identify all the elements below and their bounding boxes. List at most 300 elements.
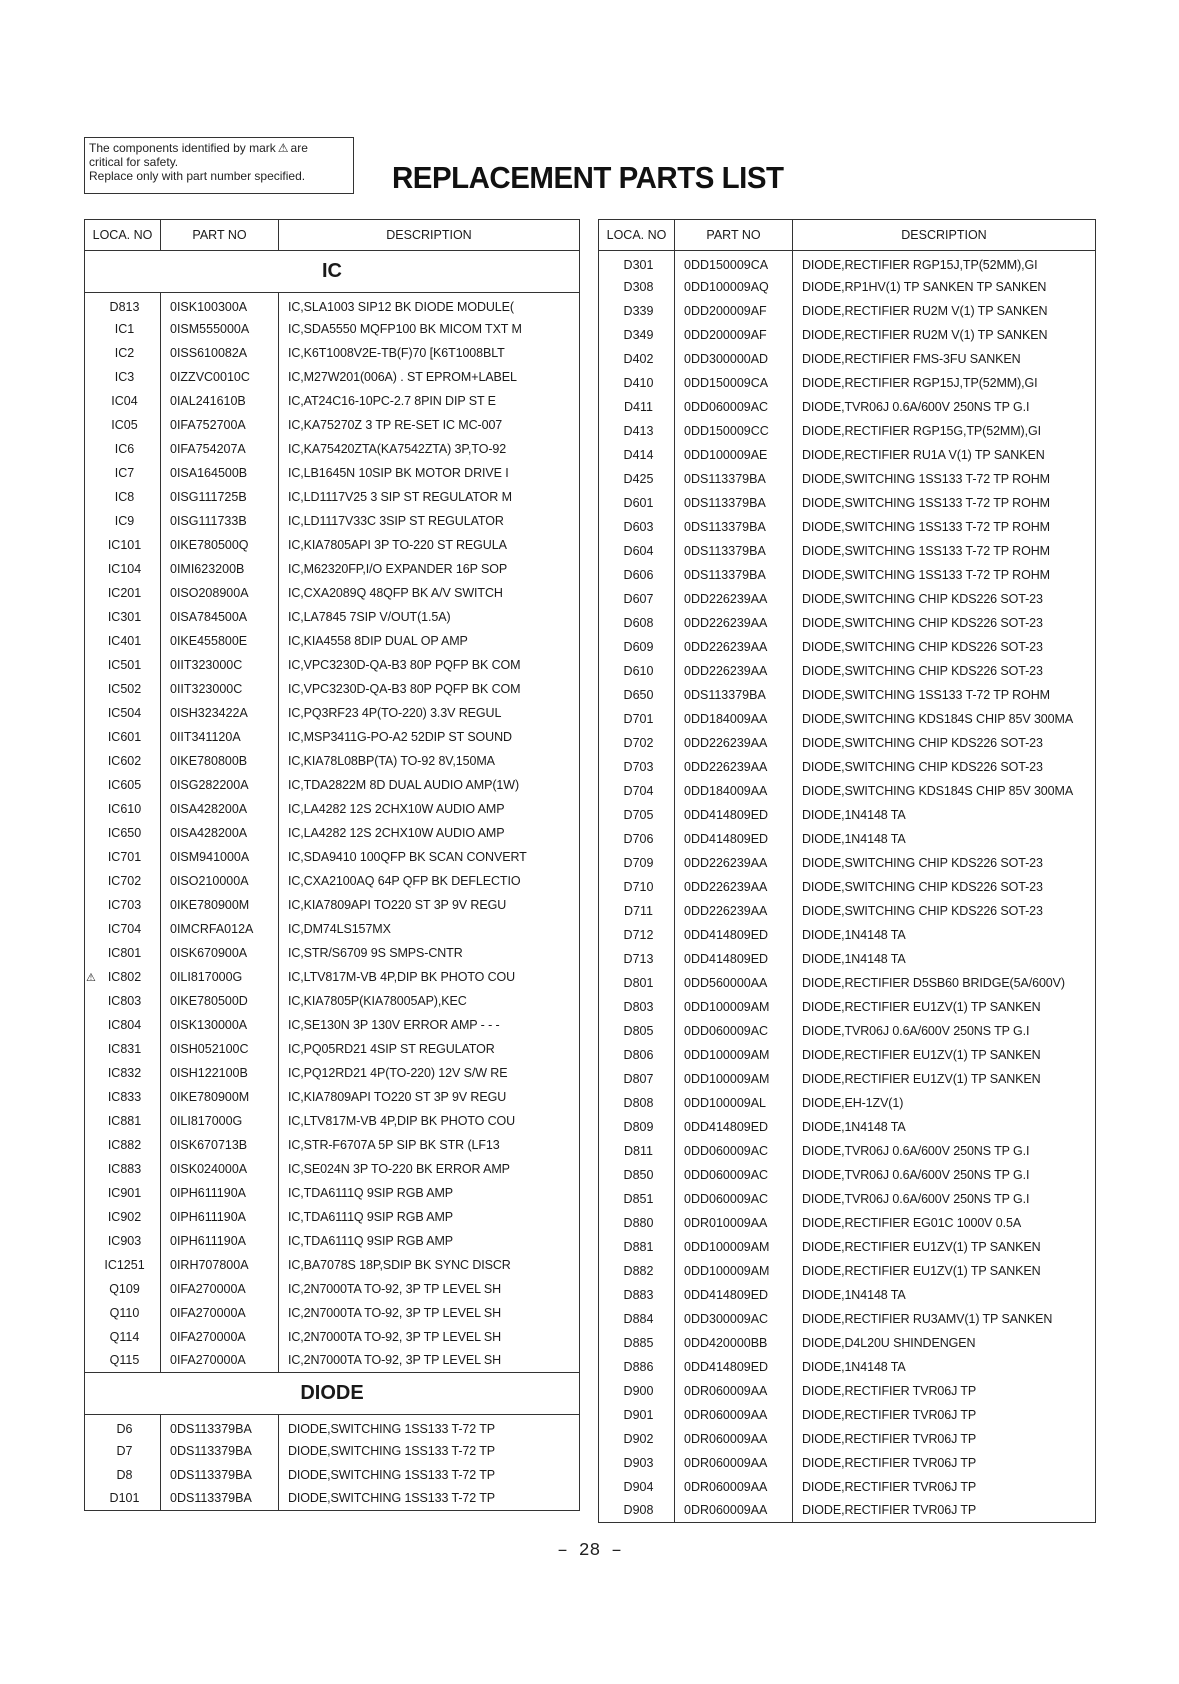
description-cell — [793, 251, 1096, 275]
table-row — [599, 1019, 1096, 1043]
description-cell — [793, 731, 1096, 755]
loca-no-cell-text: D880 — [623, 1215, 654, 1230]
description-cell — [279, 869, 580, 893]
description-cell — [793, 1187, 1096, 1211]
description-cell — [279, 1085, 580, 1109]
table-row — [599, 947, 1096, 971]
table-row — [85, 1061, 580, 1085]
table-row — [599, 971, 1096, 995]
table-row — [85, 413, 580, 437]
part-no-cell-text: 0DD414809ED — [684, 1359, 769, 1374]
table-row — [599, 1043, 1096, 1067]
loca-no-cell-text: IC502 — [107, 681, 142, 696]
description-cell — [793, 659, 1096, 683]
description-cell — [793, 995, 1096, 1019]
part-no-cell-text: 0DD060009AC — [684, 1167, 769, 1182]
part-no-cell — [161, 701, 279, 725]
description-cell-text: DIODE,RECTIFIER TVR06J TP — [802, 1455, 977, 1470]
description-cell-text: DIODE,SWITCHING CHIP KDS226 SOT-23 — [802, 663, 1043, 678]
description-cell — [793, 1307, 1096, 1331]
loca-no-cell-text: IC201 — [107, 585, 142, 600]
description-cell — [793, 755, 1096, 779]
description-cell-text: DIODE,SWITCHING CHIP KDS226 SOT-23 — [802, 903, 1043, 918]
part-no-cell — [161, 1349, 279, 1373]
loca-no-cell-text: D886 — [623, 1359, 654, 1374]
description-cell — [279, 1037, 580, 1061]
loca-no-cell-text: IC1 — [114, 321, 135, 336]
part-no-cell-text: 0DD100009AM — [684, 1239, 770, 1254]
loca-no-cell-text: D884 — [623, 1311, 654, 1326]
table-row — [599, 1115, 1096, 1139]
part-no-cell-text: 0ISH323422A — [170, 705, 248, 720]
description-cell-text: DIODE,SWITCHING 1SS133 T-72 TP — [288, 1421, 496, 1436]
table-row — [85, 605, 580, 629]
table-row — [85, 917, 580, 941]
part-no-cell-text: 0DD150009CC — [684, 423, 769, 438]
loca-no-cell-text: D7 — [116, 1443, 133, 1458]
part-no-cell — [675, 659, 793, 683]
loca-no-cell-text: D603 — [623, 519, 654, 534]
part-no-cell-text: 0DD414809ED — [684, 831, 769, 846]
part-no-cell — [675, 1235, 793, 1259]
table-row — [599, 683, 1096, 707]
part-no-cell — [675, 1427, 793, 1451]
loca-no-cell — [599, 467, 675, 491]
table-row — [85, 389, 580, 413]
table-row — [85, 365, 580, 389]
table-row — [599, 1211, 1096, 1235]
description-cell — [793, 635, 1096, 659]
part-no-cell-text: 0DD100009AQ — [684, 279, 769, 294]
description-cell-text: DIODE,1N4148 TA — [802, 831, 906, 846]
loca-no-cell — [599, 1259, 675, 1283]
description-cell — [279, 485, 580, 509]
loca-no-cell — [85, 773, 161, 797]
description-cell-text: DIODE,RECTIFIER EU1ZV(1) TP SANKEN — [802, 1239, 1041, 1254]
part-no-cell — [161, 869, 279, 893]
part-no-cell-text: 0DD226239AA — [684, 879, 768, 894]
loca-no-cell-text: IC703 — [107, 897, 142, 912]
part-no-cell-text: 0IKE780800B — [170, 753, 248, 768]
description-cell-text: DIODE,SWITCHING CHIP KDS226 SOT-23 — [802, 639, 1043, 654]
description-cell-text: IC,LA7845 7SIP V/OUT(1.5A) — [288, 609, 451, 624]
parts-table-right — [598, 219, 1096, 1523]
loca-no-cell — [599, 1283, 675, 1307]
loca-no-cell-text: D402 — [623, 351, 654, 366]
part-no-cell-text: 0DD060009AC — [684, 399, 769, 414]
description-cell — [279, 749, 580, 773]
description-cell — [279, 845, 580, 869]
description-cell — [279, 725, 580, 749]
description-cell — [793, 419, 1096, 443]
loca-no-cell — [85, 413, 161, 437]
part-no-cell-text: 0DD100009AM — [684, 1047, 770, 1062]
part-no-cell-text: 0IZZVC0010C — [170, 369, 250, 384]
description-cell-text: DIODE,RECTIFIER TVR06J TP — [802, 1503, 977, 1518]
table-row — [599, 467, 1096, 491]
table-row — [85, 677, 580, 701]
loca-no-cell-text: D704 — [623, 783, 654, 798]
part-no-cell-text: 0DS113379BA — [170, 1421, 252, 1436]
table-row — [599, 299, 1096, 323]
table-row — [85, 1487, 580, 1511]
part-no-cell-text: 0DD184009AA — [684, 711, 768, 726]
loca-no-cell — [599, 659, 675, 683]
description-cell-text: IC,LB1645N 10SIP BK MOTOR DRIVE I — [288, 465, 509, 480]
description-cell — [279, 677, 580, 701]
loca-no-cell — [599, 1091, 675, 1115]
table-row — [599, 995, 1096, 1019]
part-no-cell — [675, 275, 793, 299]
part-no-cell-text: 0IKE780900M — [170, 1089, 250, 1104]
table-row — [599, 731, 1096, 755]
loca-no-cell-text: D903 — [623, 1455, 654, 1470]
loca-no-cell-text: IC804 — [107, 1017, 142, 1032]
description-cell — [279, 1325, 580, 1349]
loca-no-cell-text: D413 — [623, 423, 654, 438]
column-header-loca-no: LOCA. NO — [599, 220, 675, 251]
column-header-loca-no: LOCA. NO — [85, 220, 161, 251]
description-cell — [279, 509, 580, 533]
loca-no-cell — [599, 803, 675, 827]
part-no-cell-text: 0DD226239AA — [684, 591, 768, 606]
loca-no-cell — [85, 869, 161, 893]
loca-no-cell-text: D803 — [623, 999, 654, 1014]
part-no-cell — [675, 539, 793, 563]
part-no-cell-text: 0ISK024000A — [170, 1161, 248, 1176]
part-no-cell — [675, 851, 793, 875]
loca-no-cell — [85, 1325, 161, 1349]
part-no-cell-text: 0DD226239AA — [684, 903, 768, 918]
part-no-cell — [675, 347, 793, 371]
table-row — [599, 587, 1096, 611]
part-no-cell — [675, 1331, 793, 1355]
table-row — [85, 461, 580, 485]
description-cell — [279, 797, 580, 821]
part-no-cell — [161, 941, 279, 965]
table-row — [85, 1325, 580, 1349]
description-cell-text: DIODE,RECTIFIER RU2M V(1) TP SANKEN — [802, 303, 1048, 318]
loca-no-cell — [85, 1157, 161, 1181]
part-no-cell-text: 0ISA784500A — [170, 609, 248, 624]
loca-no-cell-text: D885 — [623, 1335, 654, 1350]
description-cell — [279, 461, 580, 485]
table-row — [599, 1139, 1096, 1163]
description-cell-text: DIODE,SWITCHING KDS184S CHIP 85V 300MA — [802, 711, 1074, 726]
part-no-cell-text: 0IKE455800E — [170, 633, 248, 648]
loca-no-cell — [85, 461, 161, 485]
part-no-cell — [161, 1487, 279, 1511]
table-row — [85, 1013, 580, 1037]
loca-no-cell — [599, 1403, 675, 1427]
table-row — [85, 1037, 580, 1061]
part-no-cell-text: 0DD226239AA — [684, 855, 768, 870]
loca-no-cell — [599, 1019, 675, 1043]
part-no-cell-text: 0IKE780500D — [170, 993, 248, 1008]
part-no-cell-text: 0ISK670900A — [170, 945, 248, 960]
loca-no-cell — [599, 1499, 675, 1523]
part-no-cell — [161, 725, 279, 749]
part-no-cell-text: 0ISO210000A — [170, 873, 249, 888]
loca-no-cell — [599, 539, 675, 563]
part-no-cell — [675, 1475, 793, 1499]
table-row — [85, 1439, 580, 1463]
description-cell-text: IC,2N7000TA TO-92, 3P TP LEVEL SH — [288, 1329, 502, 1344]
table-row — [85, 869, 580, 893]
loca-no-cell — [599, 779, 675, 803]
table-row — [599, 1235, 1096, 1259]
description-cell-text: DIODE,RECTIFIER EU1ZV(1) TP SANKEN — [802, 1263, 1041, 1278]
part-no-cell — [675, 827, 793, 851]
description-cell — [793, 1475, 1096, 1499]
part-no-cell-text: 0DD300009AC — [684, 1311, 769, 1326]
loca-no-cell-text: IC701 — [107, 849, 142, 864]
loca-no-cell — [85, 293, 161, 317]
table-row — [599, 347, 1096, 371]
loca-no-cell-text: D607 — [623, 591, 654, 606]
loca-no-cell-text: D6 — [116, 1421, 133, 1436]
description-cell-text: DIODE,1N4148 TA — [802, 951, 906, 966]
part-no-cell — [675, 635, 793, 659]
part-no-cell-text: 0DS113379BA — [170, 1443, 252, 1458]
part-no-cell-text: 0DS113379BA — [170, 1491, 252, 1506]
loca-no-cell — [85, 509, 161, 533]
loca-no-cell-text: D882 — [623, 1263, 654, 1278]
description-cell-text: DIODE,TVR06J 0.6A/600V 250NS TP G.I — [802, 1191, 1030, 1206]
table-row — [599, 515, 1096, 539]
part-no-cell-text: 0ISS610082A — [170, 345, 248, 360]
loca-no-cell-text: D650 — [623, 687, 654, 702]
part-no-cell — [675, 1499, 793, 1523]
part-no-cell-text: 0IPH611190A — [170, 1209, 246, 1224]
description-cell — [279, 317, 580, 341]
notice-line-1: The components identified by mark — [89, 141, 276, 155]
loca-no-cell-text: IC901 — [107, 1185, 142, 1200]
description-cell — [793, 563, 1096, 587]
part-no-cell — [675, 467, 793, 491]
loca-no-cell-text: D713 — [623, 951, 654, 966]
table-row — [599, 779, 1096, 803]
table-row — [85, 1229, 580, 1253]
part-no-cell-text: 0DD060009AC — [684, 1191, 769, 1206]
loca-no-cell — [599, 323, 675, 347]
notice-line-1-end: are — [290, 141, 308, 155]
part-no-cell — [161, 773, 279, 797]
loca-no-cell-text: IC650 — [107, 825, 142, 840]
part-no-cell — [675, 803, 793, 827]
loca-no-cell — [599, 827, 675, 851]
part-no-cell — [161, 893, 279, 917]
table-row — [599, 899, 1096, 923]
part-no-cell-text: 0ISH052100C — [170, 1041, 249, 1056]
table-row — [599, 1067, 1096, 1091]
part-no-cell — [161, 485, 279, 509]
part-no-cell — [675, 1355, 793, 1379]
part-no-cell — [161, 1463, 279, 1487]
part-no-cell-text: 0IIT323000C — [170, 681, 243, 696]
table-row — [599, 251, 1096, 275]
description-cell-text: DIODE,SWITCHING 1SS133 T-72 TP — [288, 1467, 496, 1482]
table-row — [85, 629, 580, 653]
description-cell — [279, 605, 580, 629]
part-no-cell-text: 0DD226239AA — [684, 759, 768, 774]
safety-notice — [84, 137, 354, 194]
loca-no-cell — [85, 917, 161, 941]
part-no-cell — [161, 749, 279, 773]
description-cell-text: IC,BA7078S 18P,SDIP BK SYNC DISCR — [288, 1257, 511, 1272]
table-row — [599, 1475, 1096, 1499]
part-no-cell — [161, 677, 279, 701]
description-cell-text: IC,PQ3RF23 4P(TO-220) 3.3V REGUL — [288, 705, 502, 720]
table-row — [599, 491, 1096, 515]
part-no-cell-text: 0DR060009AA — [684, 1431, 768, 1446]
loca-no-cell — [85, 893, 161, 917]
description-cell — [279, 1349, 580, 1373]
part-no-cell — [675, 515, 793, 539]
part-no-cell — [675, 1019, 793, 1043]
part-no-cell — [675, 1379, 793, 1403]
loca-no-cell — [599, 1307, 675, 1331]
notice-line-2: critical for safety. — [89, 155, 179, 169]
description-cell-text: IC,PQ12RD21 4P(TO-220) 12V S/W RE — [288, 1065, 508, 1080]
table-row — [599, 539, 1096, 563]
part-no-cell — [161, 1085, 279, 1109]
description-cell — [279, 557, 580, 581]
loca-no-cell-text: IC702 — [107, 873, 142, 888]
loca-no-cell — [85, 1277, 161, 1301]
loca-no-cell — [599, 419, 675, 443]
table-row — [85, 1253, 580, 1277]
description-cell-text: IC,KIA7805P(KIA78005AP),KEC — [288, 993, 467, 1008]
loca-no-cell — [85, 749, 161, 773]
part-no-cell-text: 0ISG282200A — [170, 777, 249, 792]
description-cell — [793, 323, 1096, 347]
loca-no-cell-text: D349 — [623, 327, 654, 342]
loca-no-cell — [85, 797, 161, 821]
description-cell — [279, 1181, 580, 1205]
part-no-cell — [675, 1139, 793, 1163]
loca-no-cell-text: D801 — [623, 975, 654, 990]
loca-no-cell-text: D101 — [109, 1491, 140, 1506]
description-cell — [793, 683, 1096, 707]
part-no-cell-text: 0DR060009AA — [684, 1455, 768, 1470]
loca-no-cell-text: D411 — [624, 399, 653, 414]
part-no-cell — [161, 629, 279, 653]
description-cell — [279, 365, 580, 389]
loca-no-cell — [85, 533, 161, 557]
table-row — [85, 341, 580, 365]
part-no-cell-text: 0DD100009AM — [684, 1071, 770, 1086]
description-cell-text: DIODE,SWITCHING CHIP KDS226 SOT-23 — [802, 759, 1043, 774]
part-no-cell-text: 0IFA270000A — [170, 1329, 246, 1344]
part-no-cell — [675, 1307, 793, 1331]
part-no-cell-text: 0DD150009CA — [684, 257, 769, 272]
description-cell-text: DIODE,RECTIFIER RU1A V(1) TP SANKEN — [802, 447, 1045, 462]
loca-no-cell-text: IC881 — [107, 1113, 142, 1128]
loca-no-cell — [85, 1085, 161, 1109]
loca-no-cell-text: D425 — [623, 471, 654, 486]
part-no-cell-text: 0DS113379BA — [684, 519, 766, 534]
part-no-cell-text: 0DD226239AA — [684, 663, 768, 678]
parts-table-left — [84, 219, 580, 1511]
table-row — [85, 557, 580, 581]
description-cell-text: DIODE,SWITCHING CHIP KDS226 SOT-23 — [802, 855, 1043, 870]
loca-no-cell-text: IC6 — [114, 441, 135, 456]
part-no-cell — [675, 875, 793, 899]
loca-no-cell — [85, 941, 161, 965]
description-cell-text: DIODE,RECTIFIER RU2M V(1) TP SANKEN — [802, 327, 1048, 342]
part-no-cell — [161, 413, 279, 437]
table-row — [85, 1205, 580, 1229]
part-no-cell — [675, 947, 793, 971]
table-row — [85, 965, 580, 989]
table-row — [85, 485, 580, 509]
part-no-cell — [161, 509, 279, 533]
loca-no-cell-text: D808 — [623, 1095, 654, 1110]
description-cell-text: DIODE,RECTIFIER TVR06J TP — [802, 1479, 977, 1494]
part-no-cell — [675, 611, 793, 635]
part-no-cell — [161, 917, 279, 941]
table-row — [85, 533, 580, 557]
part-no-cell-text: 0ISH122100B — [170, 1065, 248, 1080]
table-row — [599, 1499, 1096, 1523]
description-cell-text: DIODE,TVR06J 0.6A/600V 250NS TP G.I — [802, 1167, 1030, 1182]
loca-no-cell — [85, 1487, 161, 1511]
loca-no-cell — [599, 299, 675, 323]
loca-no-cell — [85, 1061, 161, 1085]
loca-no-cell — [599, 611, 675, 635]
loca-no-cell — [599, 731, 675, 755]
description-cell — [793, 1283, 1096, 1307]
parts-table-left-body — [85, 251, 580, 1511]
table-row — [599, 755, 1096, 779]
part-no-cell-text: 0DS113379BA — [684, 543, 766, 558]
part-no-cell — [161, 1037, 279, 1061]
table-row — [85, 845, 580, 869]
description-cell-text: IC,STR-F6707A 5P SIP BK STR (LF13 — [288, 1137, 500, 1152]
table-row — [599, 1163, 1096, 1187]
table-row — [85, 1349, 580, 1373]
description-cell — [793, 443, 1096, 467]
loca-no-cell — [85, 1205, 161, 1229]
loca-no-cell — [599, 347, 675, 371]
table-row — [85, 1277, 580, 1301]
loca-no-cell-text: IC1251 — [104, 1257, 145, 1272]
part-no-cell — [675, 1403, 793, 1427]
part-no-cell — [675, 587, 793, 611]
description-cell — [793, 1115, 1096, 1139]
part-no-cell — [675, 899, 793, 923]
description-cell — [279, 1133, 580, 1157]
loca-no-cell-text: IC902 — [107, 1209, 142, 1224]
table-row — [85, 749, 580, 773]
part-no-cell-text: 0ISA164500B — [170, 465, 248, 480]
part-no-cell-text: 0DD414809ED — [684, 1119, 769, 1134]
description-cell-text: DIODE,1N4148 TA — [802, 1359, 906, 1374]
table-row — [85, 437, 580, 461]
description-cell — [793, 707, 1096, 731]
description-cell-text: DIODE,TVR06J 0.6A/600V 250NS TP G.I — [802, 1143, 1030, 1158]
loca-no-cell — [85, 845, 161, 869]
part-no-cell-text: 0DD100009AE — [684, 447, 768, 462]
description-cell-text: DIODE,SWITCHING 1SS133 T-72 TP ROHM — [802, 567, 1050, 582]
description-cell — [793, 1331, 1096, 1355]
table-row — [599, 1307, 1096, 1331]
description-cell-text: IC,K6T1008V2E-TB(F)70 [K6T1008BLT — [288, 345, 505, 360]
table-row — [85, 1463, 580, 1487]
description-cell-text: DIODE,D4L20U SHINDENGEN — [802, 1335, 976, 1350]
description-cell — [793, 1211, 1096, 1235]
